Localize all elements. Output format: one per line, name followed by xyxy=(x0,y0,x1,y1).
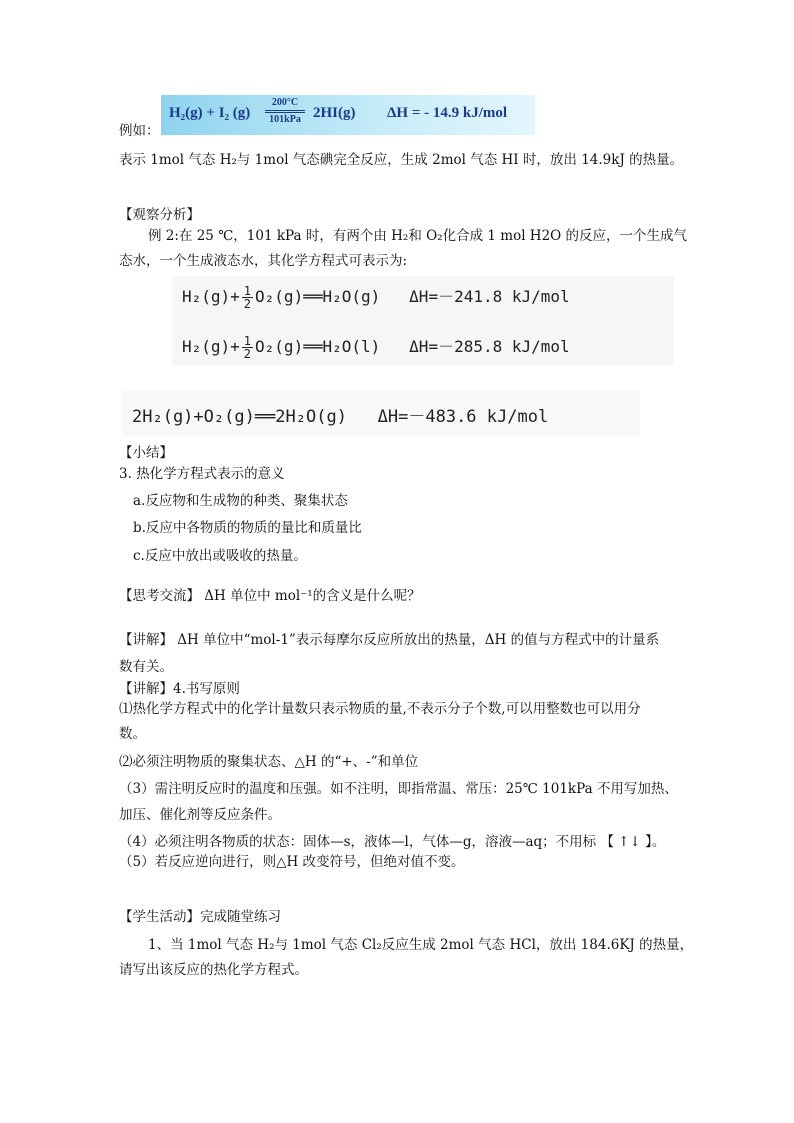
summary-item-a: a.反应物和生成物的种类、聚集状态 xyxy=(133,493,348,509)
equation-banner xyxy=(161,95,535,135)
observe-paragraph-line1: 例 2:在 25 ℃，101 kPa 时，有两个由 H₂和 O₂化合成 1 mol H2O 的反应，一个生成气 xyxy=(148,228,688,244)
banner-condition xyxy=(265,97,305,126)
enthalpy-water-gas: ΔH=－241.8 kJ/mol xyxy=(409,287,570,306)
banner-reactants: H₂(g) + I₂ (g) xyxy=(169,105,251,121)
rule-2: ⑵必须注明物质的聚集状态、△H 的“+、-”和单位 xyxy=(119,754,419,770)
explain-writing-principles: 【讲解】4.书写原则 xyxy=(119,681,240,697)
equation-water-gas: H₂(g)+ $\frac{1}{2}$ O₂(g)══H₂O(g) ΔH=－241.8 kJ/mol xyxy=(182,284,570,311)
enthalpy-double-water-gas: ΔH=－483.6 kJ/mol xyxy=(377,407,549,427)
summary-point-3: 3. 热化学方程式表示的意义 xyxy=(119,466,285,482)
equation-double-water-gas: 2H₂(g)+O₂(g)══2H₂O(g) ΔH=－483.6 kJ/mol xyxy=(132,407,549,427)
banner-enthalpy: ΔH = - 14.9 kJ/mol xyxy=(387,105,508,121)
observe-paragraph-line2: 态水，一个生成液态水，其化学方程式可表示为: xyxy=(119,253,408,269)
example-label: 例如： xyxy=(119,123,160,139)
exercise-1-line2: 请写出该反应的热化学方程式。 xyxy=(119,962,308,978)
rule-3-line2: 加压、催化剂等反应条件。 xyxy=(119,807,281,823)
example-description: 表示 1mol 气态 H₂与 1mol 气态碘完全反应，生成 2mol 气态 HI 时，放出 14.9kJ 的热量。 xyxy=(119,152,684,168)
banner-product: 2HI(g) xyxy=(313,105,356,121)
observe-heading: 【观察分析】 xyxy=(119,207,200,223)
rule-4: （4）必须注明各物质的状态：固体—s，液体—l，气体—g，溶液—aq；不用标 【 ↑↓ 】。 xyxy=(119,834,666,850)
banner-temperature: 200°C xyxy=(271,97,299,108)
student-activity-heading: 【学生活动】完成随堂练习 xyxy=(119,909,281,925)
rule-3-line1: （3）需注明反应时的温度和压强。如不注明，即指常温、常压：25℃ 101kPa 不用写加热、 xyxy=(119,781,678,797)
rule-1-line1: ⑴热化学方程式中的化学计量数只表示物质的量,不表示分子个数,可以用整数也可以用分 xyxy=(119,701,641,717)
summary-item-c: c.反应中放出或吸收的热量。 xyxy=(133,548,307,564)
summary-heading: 【小结】 xyxy=(119,445,173,461)
enthalpy-water-liquid: ΔH=－285.8 kJ/mol xyxy=(409,337,570,356)
think-discuss: 【思考交流】 ΔH 单位中 mol⁻¹的含义是什么呢？ xyxy=(119,588,421,604)
rule-1-line2: 数。 xyxy=(119,726,146,742)
rule-5: （5）若反应逆向进行，则△H 改变符号，但绝对值不变。 xyxy=(119,854,465,870)
equation-water-liquid: H₂(g)+ $\frac{1}{2}$ O₂(g)══H₂O(l) ΔH=－285.8 kJ/mol xyxy=(182,334,570,361)
summary-item-b: b.反应中各物质的物质的量比和质量比 xyxy=(133,520,362,536)
banner-pressure: 101kPa xyxy=(269,114,301,125)
exercise-1-line1: 1、当 1mol 气态 H₂与 1mol 气态 Cl₂反应生成 2mol 气态 HCl，放出 184.6KJ 的热量， xyxy=(148,937,694,953)
explain-line1: 【讲解】 ΔH 单位中“mol-1”表示每摩尔反应所放出的热量，ΔH 的值与方程式中的计量系 xyxy=(119,632,660,648)
explain-line2: 数有关。 xyxy=(119,659,173,675)
